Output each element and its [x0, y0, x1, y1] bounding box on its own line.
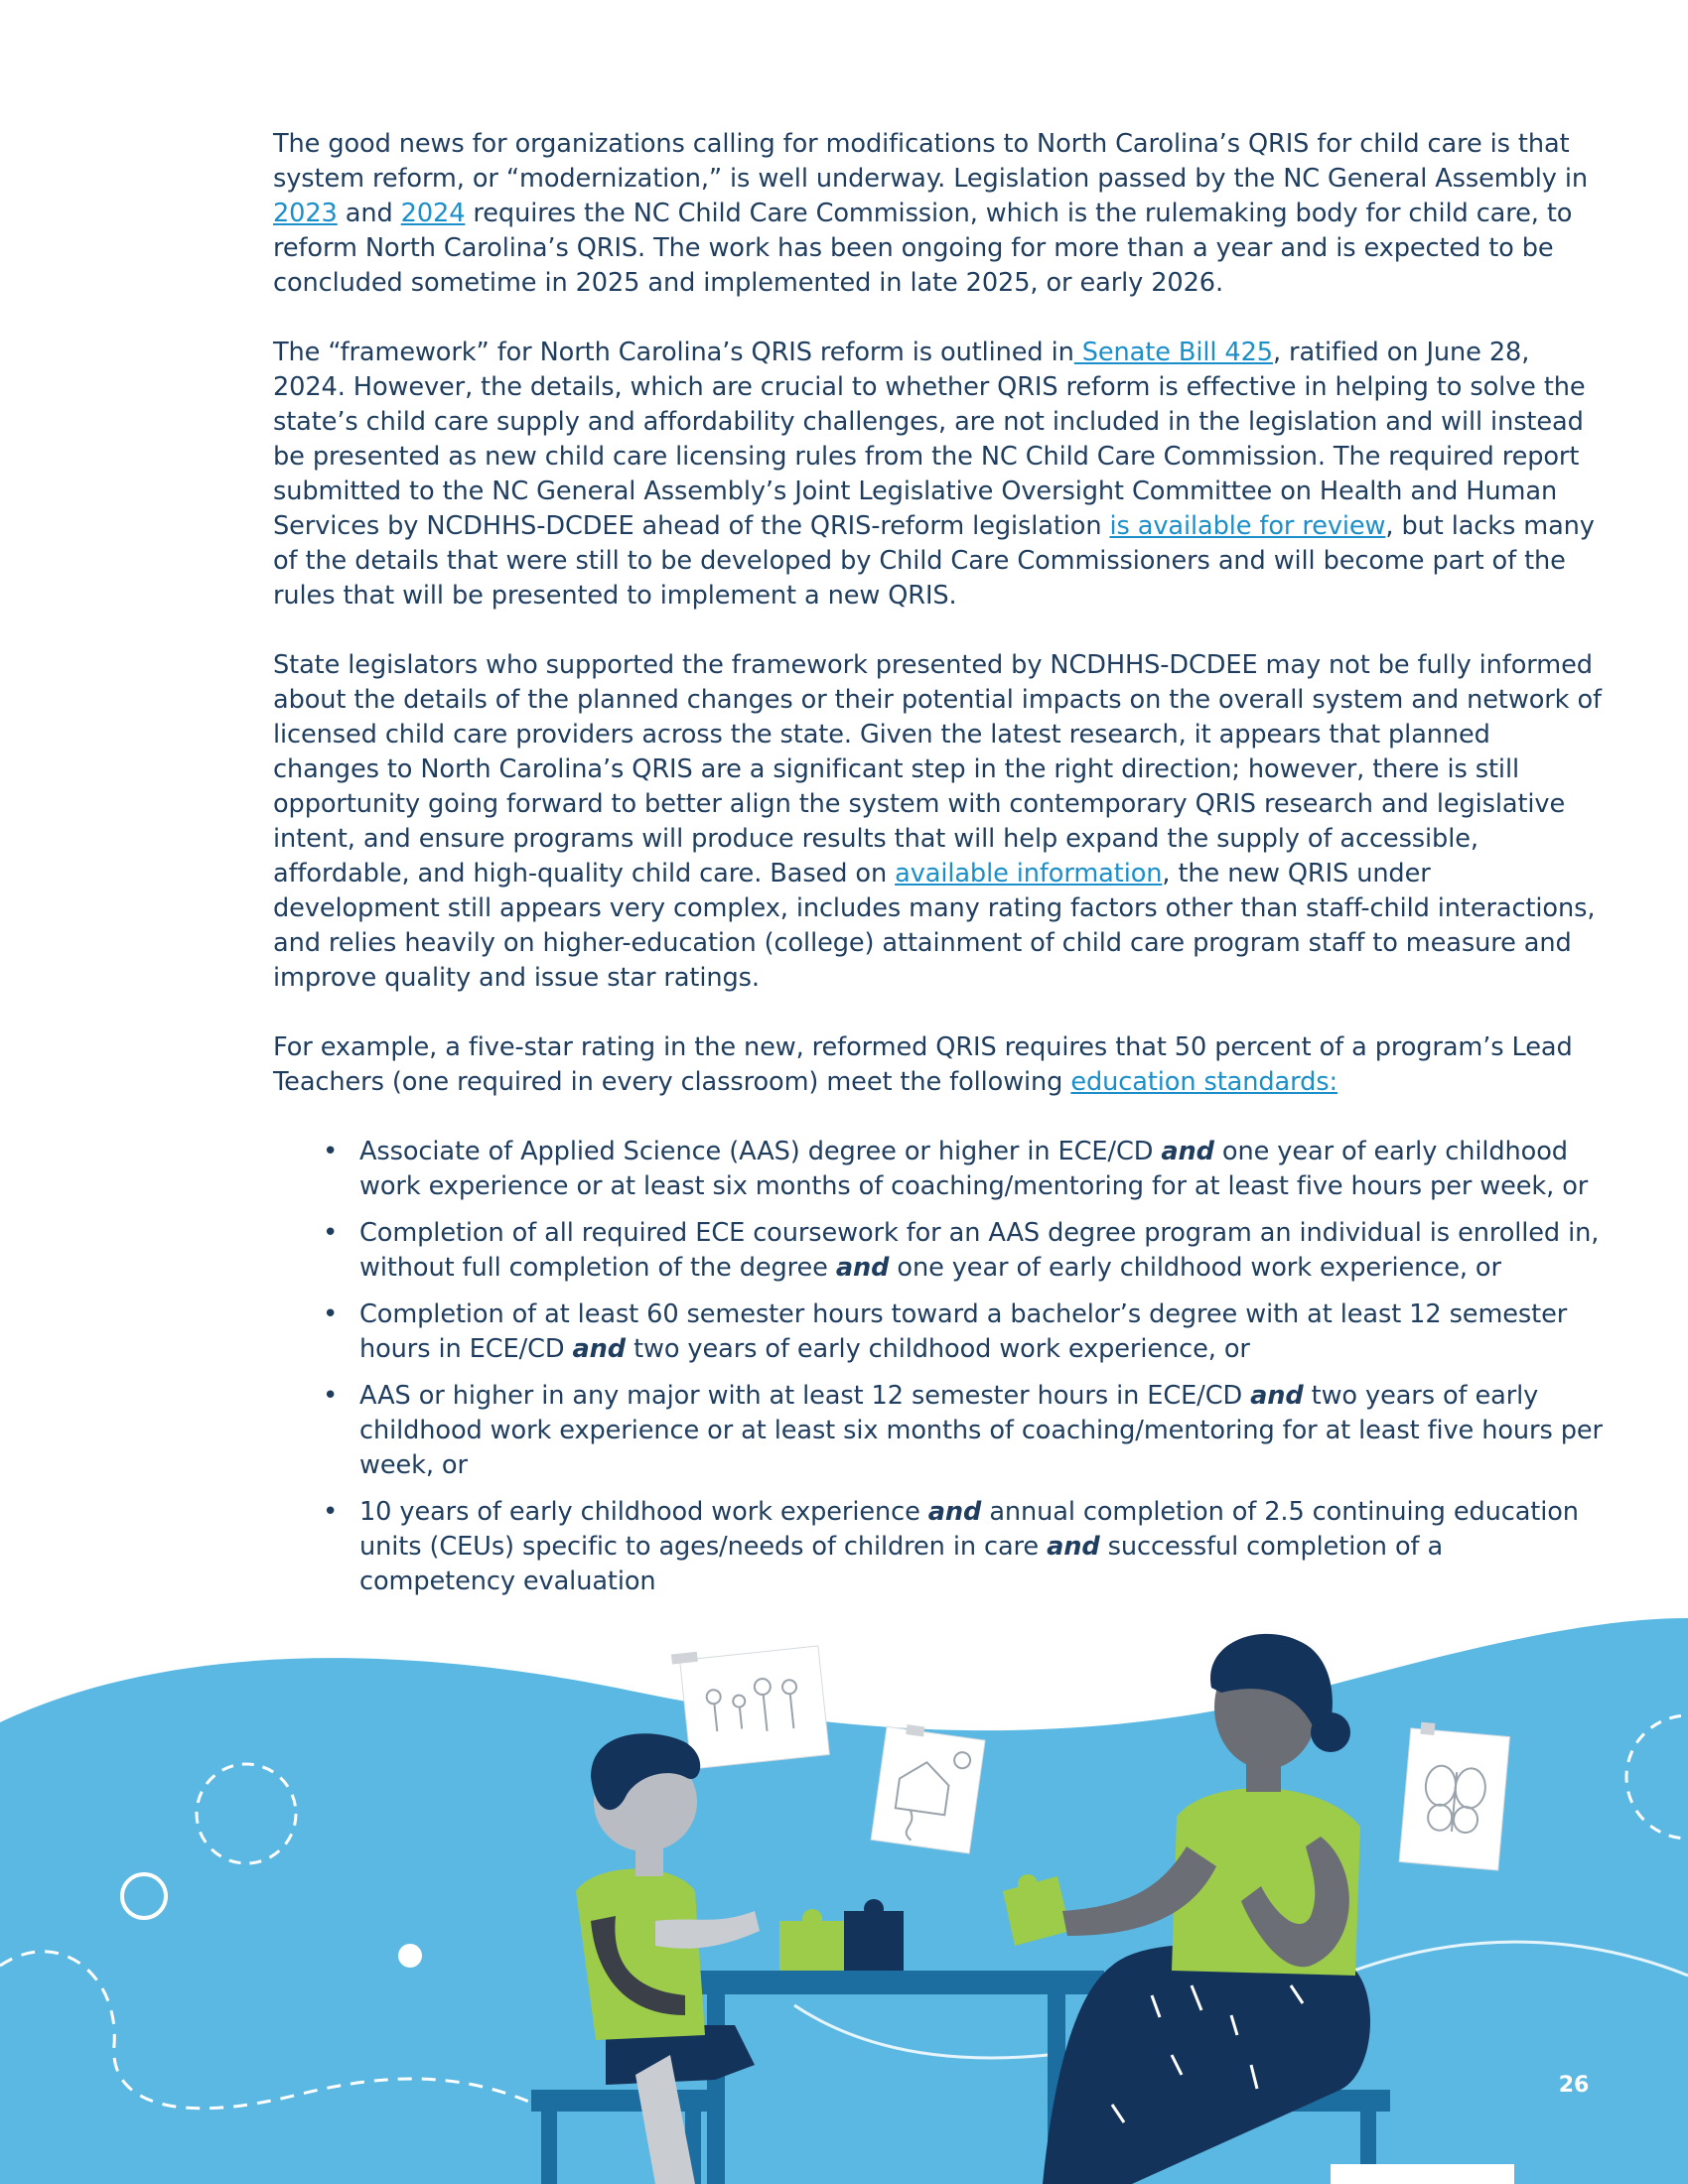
bullet-icon: • — [323, 1218, 339, 1248]
paragraph-3: State legislators who supported the framework presented by NCDHHS-DCDEE may not be fully informed about the details of the planned changes or their potential impacts on the overall system and network of licensed child care providers across the state. Given the latest research, it appears that planned changes to North Carolina’s QRIS are a significant step in the right direction; however, there is still opportunity going forward to better align the system with contemporary QRIS research and legislative intent, and ensure programs will produce results that will help expand the supply of accessible, affordable, and high-quality child care. Based on available information, the new QRIS under development still appears very complex, includes many rating factors other than staff-child interactions, and relies heavily on higher-education (college) attainment of child care program staff to measure and improve quality and issue star ratings. — [273, 650, 1602, 993]
house-drawing-icon — [871, 1721, 986, 1853]
bullet-icon: • — [323, 1299, 339, 1329]
blue-wave-background — [0, 1618, 1688, 2184]
dot-circle-icon — [398, 1944, 422, 1968]
classroom-illustration — [0, 1608, 1688, 2184]
link-education-standards[interactable]: education standards: — [1070, 1067, 1337, 1097]
list-item: • Associate of Applied Science (AAS) degree or higher in ECE/CD and one year of early childhood work experience or at least six months of coaching/mentoring for at least five hours per week, or — [323, 1137, 1589, 1201]
link-2024[interactable]: 2024 — [400, 199, 466, 228]
bullet-icon: • — [323, 1497, 339, 1527]
list-item: • 10 years of early childhood work experience and annual completion of 2.5 continuing education units (CEUs) specific to ages/needs of children in care and successful completion of a competency evaluation — [323, 1497, 1579, 1596]
list-item: • Completion of at least 60 semester hours toward a bachelor’s degree with at least 12 semester hours in ECE/CD and two years of early childhood work experience, or — [323, 1299, 1568, 1364]
paragraph-2: The “framework” for North Carolina’s QRIS reform is outlined in Senate Bill 425, ratified on June 28, 2024. However, the details, which are crucial to whether QRIS reform is effective in helping to solve the state’s child care supply and affordability challenges, are not included in the legislation and will instead be presented as new child care licensing rules from the NC Child Care Commission. The required report submitted to the NC General Assembly’s Joint Legislative Oversight Committee on Health and Human Services by NCDHHS-DCDEE ahead of the QRIS-reform legislation is available for review, but lacks many of the details that were still to be developed by Child Care Commissioners and will become part of the rules that will be presented to implement a new QRIS. — [273, 338, 1595, 611]
bullet-icon: • — [323, 1381, 339, 1411]
paragraph-1: The good news for organizations calling for modifications to North Carolina’s QRIS for child care is that system reform, or “modernization,” is well underway. Legislation passed by the NC General Assembly in 2023 and 2024 requires the NC Child Care Commission, which is the rulemaking body for child care, to reform North Carolina’s QRIS. The work has been ongoing for more than a year and is expected to be concluded sometime in 2025 and implemented in late 2025, or early 2026. — [273, 129, 1588, 298]
link-2023[interactable]: 2023 — [273, 199, 338, 228]
family-drawing-icon — [671, 1639, 829, 1770]
link-report-available[interactable]: is available for review — [1109, 511, 1386, 541]
list-item: • AAS or higher in any major with at least 12 semester hours in ECE/CD and two years of early childhood work experience or at least six months of coaching/mentoring for at least five hours per week, or — [323, 1381, 1603, 1480]
bottom-badge — [1331, 2164, 1514, 2184]
child-stool — [531, 2090, 710, 2112]
education-standards-list — [273, 1135, 1604, 1599]
list-item: • Completion of all required ECE coursework for an AAS degree program an individual is enrolled in, without full completion of the degree and one year of early childhood work experience, or — [323, 1218, 1600, 1283]
link-available-information[interactable]: available information — [895, 859, 1163, 888]
butterfly-drawing-icon — [1399, 1721, 1510, 1870]
paragraph-4: For example, a five-star rating in the new, reformed QRIS requires that 50 percent of a program’s Lead Teachers (one required in every classroom) meet the following education standards: — [273, 1032, 1573, 1097]
bullet-icon: • — [323, 1137, 339, 1166]
page-number: 26 — [1558, 2073, 1590, 2098]
article-body — [273, 127, 1604, 1611]
link-senate-bill-425[interactable]: Senate Bill 425 — [1073, 338, 1273, 367]
